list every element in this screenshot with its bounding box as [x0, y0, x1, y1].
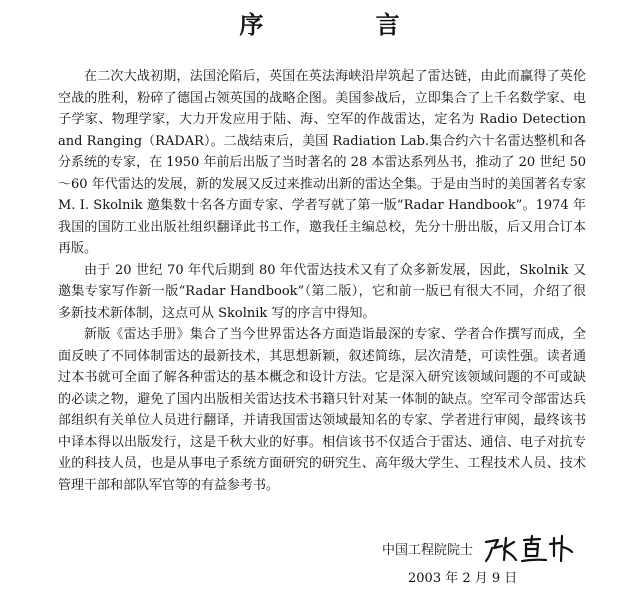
paragraph-2: 由于 20 世纪 70 年代后期到 80 年代雷达技术又有了众多新发展，因此，Skolnik 又邀集专家写作新一版“Radar Handbook”（第二版），它和前一版已有很大不同，介绍了很多新技术新体制，这点可从 Skolnik 写的序言中得知。 — [58, 262, 586, 321]
signer-title: 中国工程院院士 — [382, 543, 474, 558]
signature-date: 2003 年 2 月 9 日 — [408, 571, 518, 586]
preface-body — [58, 66, 586, 496]
paragraph-1: 在二次大战初期，法国沦陷后，英国在英法海峡沿岸筑起了雷达链，由此而赢得了英伦空战的胜利，粉碎了德国占领英国的战略企图。美国参战后，立即集合了上千名数学家、电子学家、物理学家，大力开发应用于陆、海、空军的作战雷达，定名为 Radio Detection and Ranging（RADAR）。二战结束后，美国 Radiation Lab.集合约六十名雷达整机和各分系统的专家，在 1950 年前后出版了当时著名的 28 本雷达系列丛书，推动了 20 世纪 50～60 年代雷达的发展，新的发展又反过来推动出新的雷达全集。于是由当时的美国著名专家 M. I. Skolnik 邀集数十名各方面专家、学者写就了第一版“Radar Handbook”。1974 年我国的国防工业出版社组织翻译此书工作，邀我任主编总校，先分十册出版，后又用合订本再版。 — [58, 69, 586, 256]
paragraph-3: 新版《雷达手册》集合了当今世界雷达各方面造诣最深的专家、学者合作撰写而成，全面反映了不同体制雷达的最新技术，其思想新颖，叙述简练，层次清楚，可读性强。读者通过本书就可全面了解各种雷达的基本概念和设计方法。它是深入研究该领域问题的不可或缺的必读之物，避免了国内出版相关雷达技术书籍只针对某一体制的缺点。空军司令部雷达兵部组织有关单位人员进行翻译，并请我国雷达领域最知名的专家、学者进行审阅，最终该书中译本得以出版发行，这是千秋大业的好事。相信该书不仅适合于雷达、通信、电子对抗专业的科技人员，也是从事电子系统方面研究的研究生、高年级大学生、工程技术人员、技术管理干部和部队军官等的有益参考书。 — [58, 327, 586, 493]
signature-block — [370, 534, 610, 564]
handwritten-signature — [482, 534, 578, 564]
page-title: 序 言 — [239, 11, 452, 39]
